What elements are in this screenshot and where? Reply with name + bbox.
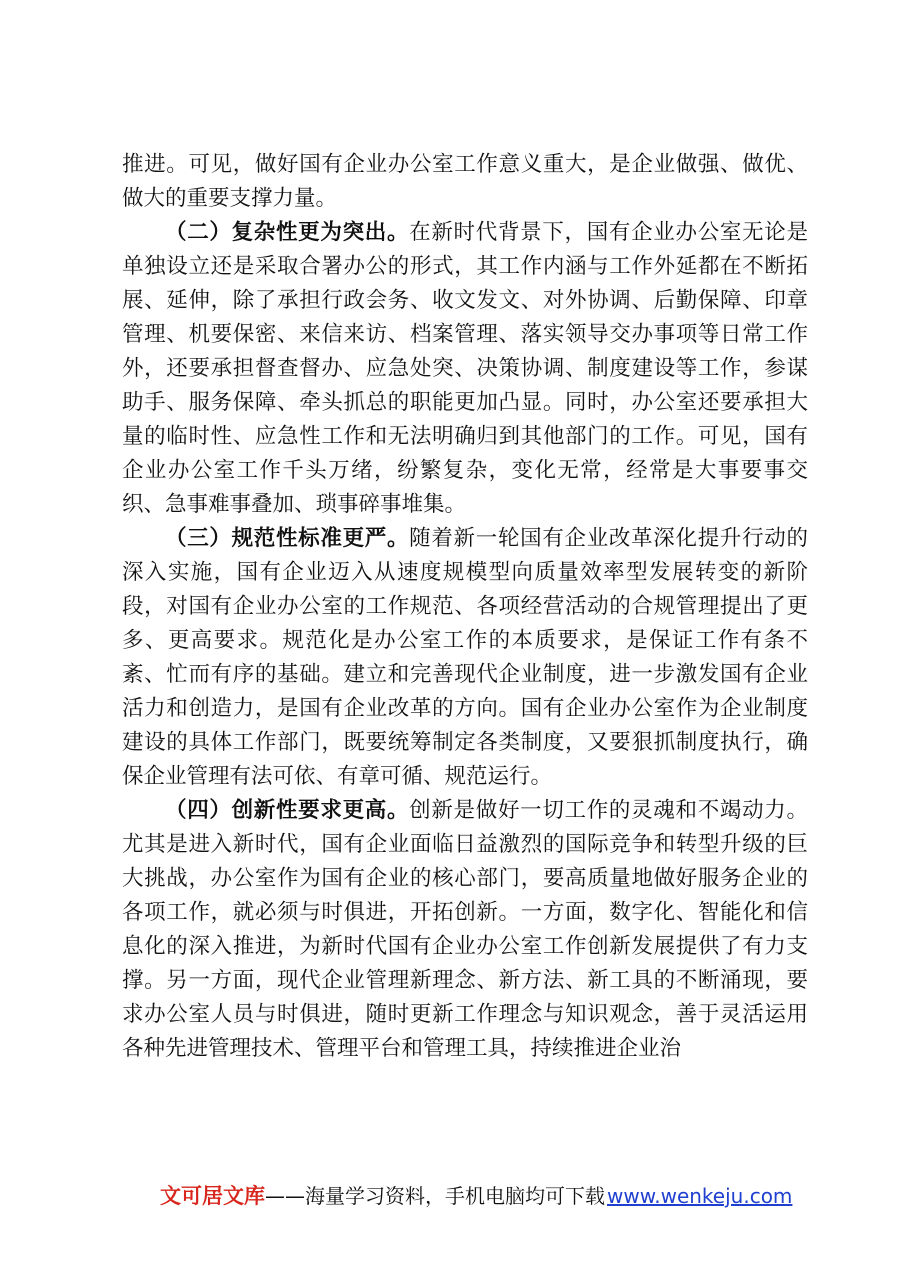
footer-tagline: ——海量学习资料，手机电脑均可下载 <box>265 1184 605 1208</box>
footer-url-link[interactable]: www.wenkeju.com <box>607 1184 793 1208</box>
footer-brand-logo: 文可居文库 <box>160 1184 265 1208</box>
section-heading-standardization: （三）规范性标准更严。 <box>165 526 410 551</box>
paragraph-innovation <box>122 794 808 1066</box>
paragraph-complexity <box>122 216 808 522</box>
page-footer <box>160 1182 793 1210</box>
paragraph-text: 随着新一轮国有企业改革深化提升行动的深入实施，国有企业迈入从速度规模型向质量效率型发展转变的新阶段，对国有企业办公室的工作规范、各项经营活动的合规管理提出了更多、更高要求。规范化是办公室工作的本质要求，是保证工作有条不紊、忙而有序的基础。建立和完善现代企业制度，进一步激发国有企业活力和创造力，是国有企业改革的方向。国有企业办公室作为企业制度建设的具体工作部门，既要统筹制定各类制度，又要狠抓制度执行，确保企业管理有法可依、有章可循、规范运行。 <box>122 526 808 789</box>
paragraph-text: 创新是做好一切工作的灵魂和不竭动力。尤其是进入新时代，国有企业面临日益激烈的国际竞争和转型升级的巨大挑战，办公室作为国有企业的核心部门，要高质量地做好服务企业的各项工作，就必须与时俱进，开拓创新。一方面，数字化、智能化和信息化的深入推进，为新时代国有企业办公室工作创新发展提供了有力支撑。另一方面，现代企业管理新理念、新方法、新工具的不断涌现，要求办公室人员与时俱进，随时更新工作理念与知识观念，善于灵活运用各种先进管理技术、管理平台和管理工具，持续推进企业治 <box>122 798 808 1061</box>
paragraph-continuation <box>122 148 808 216</box>
paragraph-text: 在新时代背景下，国有企业办公室无论是单独设立还是采取合署办公的形式，其工作内涵与工作外延都在不断拓展、延伸，除了承担行政会务、收文发文、对外协调、后勤保障、印章管理、机要保密、来信来访、档案管理、落实领导交办事项等日常工作外，还要承担督查督办、应急处突、决策协调、制度建设等工作，参谋助手、服务保障、牵头抓总的职能更加凸显。同时，办公室还要承担大量的临时性、应急性工作和无法明确归到其他部门的工作。可见，国有企业办公室工作千头万绪，纷繁复杂，变化无常，经常是大事要事交织、急事难事叠加、琐事碎事堆集。 <box>122 220 808 517</box>
paragraph-standardization <box>122 522 808 794</box>
section-heading-innovation: （四）创新性要求更高。 <box>165 798 410 823</box>
section-heading-complexity: （二）复杂性更为突出。 <box>165 220 410 245</box>
document-body <box>122 148 808 1066</box>
paragraph-text: 推进。可见，做好国有企业办公室工作意义重大，是企业做强、做优、做大的重要支撑力量。 <box>122 152 808 211</box>
